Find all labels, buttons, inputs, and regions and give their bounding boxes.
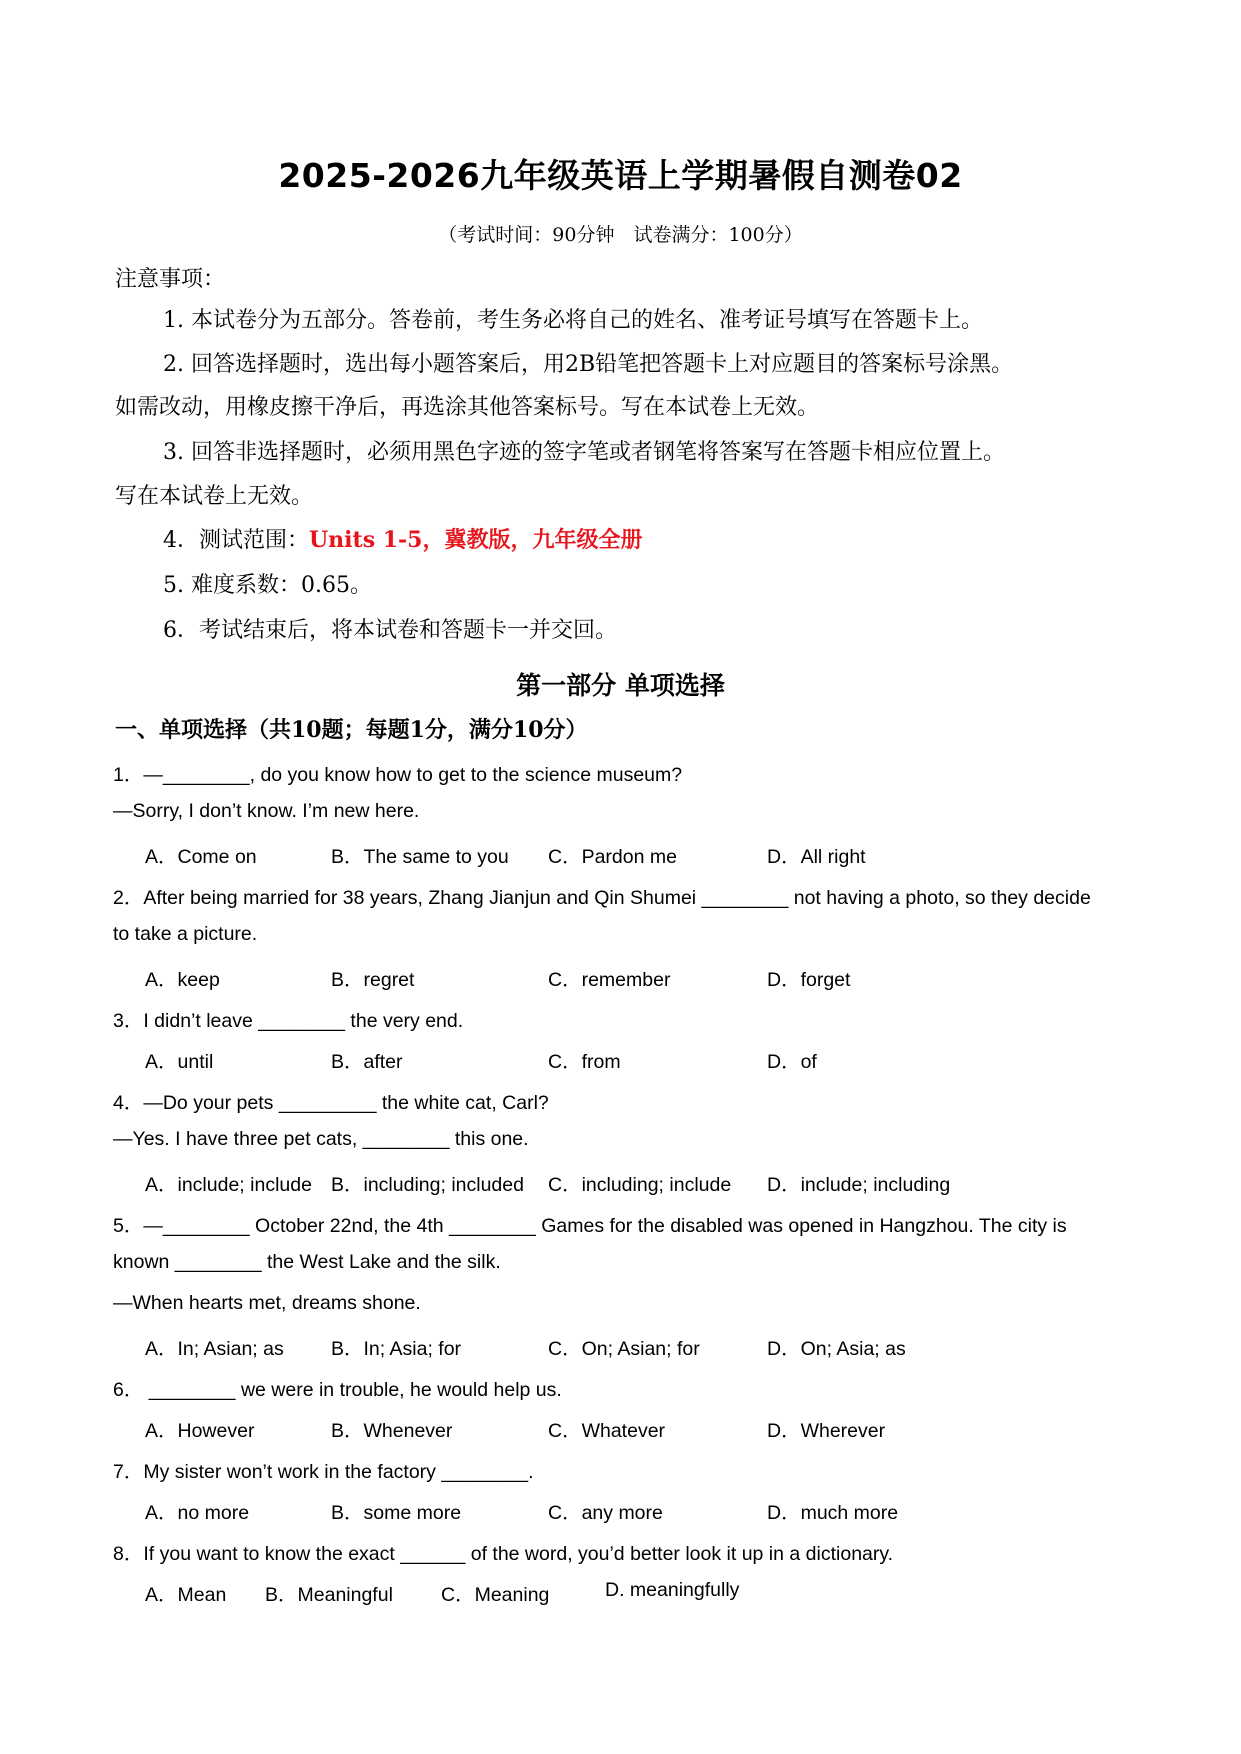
question-3-stem: 3．I didn’t leave ________ the very end. [113,1010,464,1032]
option-a: A．Come on [145,846,257,868]
question-1-reply: —Sorry, I don’t know. I’m new here. [113,800,420,822]
question-7-options [145,1497,1145,1523]
question-7-stem: 7．My sister won’t work in the factory ________. [113,1461,534,1483]
option-a: A．keep [145,969,220,991]
option-c: C．Meaning [441,1584,550,1606]
option-c: C．On; Asian; for [548,1338,700,1360]
option-d: D．Wherever [767,1420,886,1442]
question-4-stem: 4．—Do your pets _________ the white cat, Carl? [113,1092,549,1114]
option-a: A．In; Asian; as [145,1338,284,1360]
note-3: 3. 回答非选择题时，必须用黑色字迹的签字笔或者钢笔将答案写在答题卡相应位置上。 [163,440,1005,465]
option-d: D．include; including [767,1174,951,1196]
notes-heading: 注意事项： [115,267,226,292]
option-c: C．including; include [548,1174,732,1196]
option-c: C．remember [548,969,671,991]
question-2-stem: 2．After being married for 38 years, Zhang Jianjun and Qin Shumei ________ not having a photo, so they decide [113,887,1091,909]
option-d: D．much more [767,1502,899,1524]
option-b: B．regret [331,969,415,991]
section-title: 一、单项选择（共10题；每题1分，满分10分） [115,717,588,743]
note-5: 5. 难度系数：0.65。 [163,573,372,598]
question-4-options [145,1169,1145,1195]
note-6: 6．考试结束后，将本试卷和答题卡一并交回。 [163,618,617,643]
question-3-options [145,1046,1145,1072]
option-b: B．In; Asia; for [331,1338,462,1360]
note-2: 2. 回答选择题时，选出每小题答案后，用2B铅笔把答题卡上对应题目的答案标号涂黑。 [163,352,1014,377]
option-d: D．All right [767,846,866,868]
option-a: A．include; include [145,1174,312,1196]
option-a: A．Mean [145,1584,227,1606]
exam-time-info: （考试时间：90分钟 试卷满分：100分） [438,224,803,246]
question-5-stem: 5．—________ October 22nd, the 4th ________ Games for the disabled was opened in Hangzhou. The city is [113,1215,1067,1237]
question-1-options [145,841,1145,867]
question-1-stem: 1．—________, do you know how to get to the science museum? [113,764,683,786]
note-1: 1. 本试卷分为五部分。答卷前，考生务必将自己的姓名、准考证号填写在答题卡上。 [163,308,983,333]
option-d: D．forget [767,969,851,991]
option-c: C．any more [548,1502,663,1524]
option-d: D. meaningfully [605,1579,740,1601]
option-b: B．Whenever [331,1420,453,1442]
test-scope-highlight: Units 1-5，冀教版，九年级全册 [309,527,643,553]
option-b: B．including; included [331,1174,524,1196]
question-4-reply: —Yes. I have three pet cats, ________ this one. [113,1128,529,1150]
option-a: A．However [145,1420,255,1442]
note-4-prefix: 4．测试范围： [163,528,309,553]
note-2-cont: 如需改动，用橡皮擦干净后，再选涂其他答案标号。写在本试卷上无效。 [115,395,820,420]
question-6-options [145,1415,1145,1441]
question-6-stem: 6． ________ we were in trouble, he would help us. [113,1379,562,1401]
option-c: C．from [548,1051,621,1073]
option-a: A．until [145,1051,214,1073]
question-5-reply: —When hearts met, dreams shone. [113,1292,421,1314]
option-c: C．Pardon me [548,846,677,868]
option-a: A．no more [145,1502,250,1524]
option-b: B．some more [331,1502,462,1524]
question-5-options [145,1333,1145,1359]
option-d: D．On; Asia; as [767,1338,906,1360]
option-b: B．The same to you [331,846,509,868]
question-2-options [145,964,1145,990]
question-8-options [145,1579,1145,1605]
option-d: D．of [767,1051,817,1073]
option-b: B．after [331,1051,403,1073]
question-5-cont: known ________ the West Lake and the silk. [113,1251,501,1273]
page-title: 2025-2026九年级英语上学期暑假自测卷02 [278,156,963,195]
part-title: 第一部分 单项选择 [516,671,725,700]
question-2-cont: to take a picture. [113,923,258,945]
note-4 [163,523,643,554]
question-8-stem: 8．If you want to know the exact ______ of the word, you’d better look it up in a dictionary. [113,1543,894,1565]
option-b: B．Meaningful [265,1584,393,1606]
option-c: C．Whatever [548,1420,666,1442]
note-3-cont: 写在本试卷上无效。 [115,484,314,509]
